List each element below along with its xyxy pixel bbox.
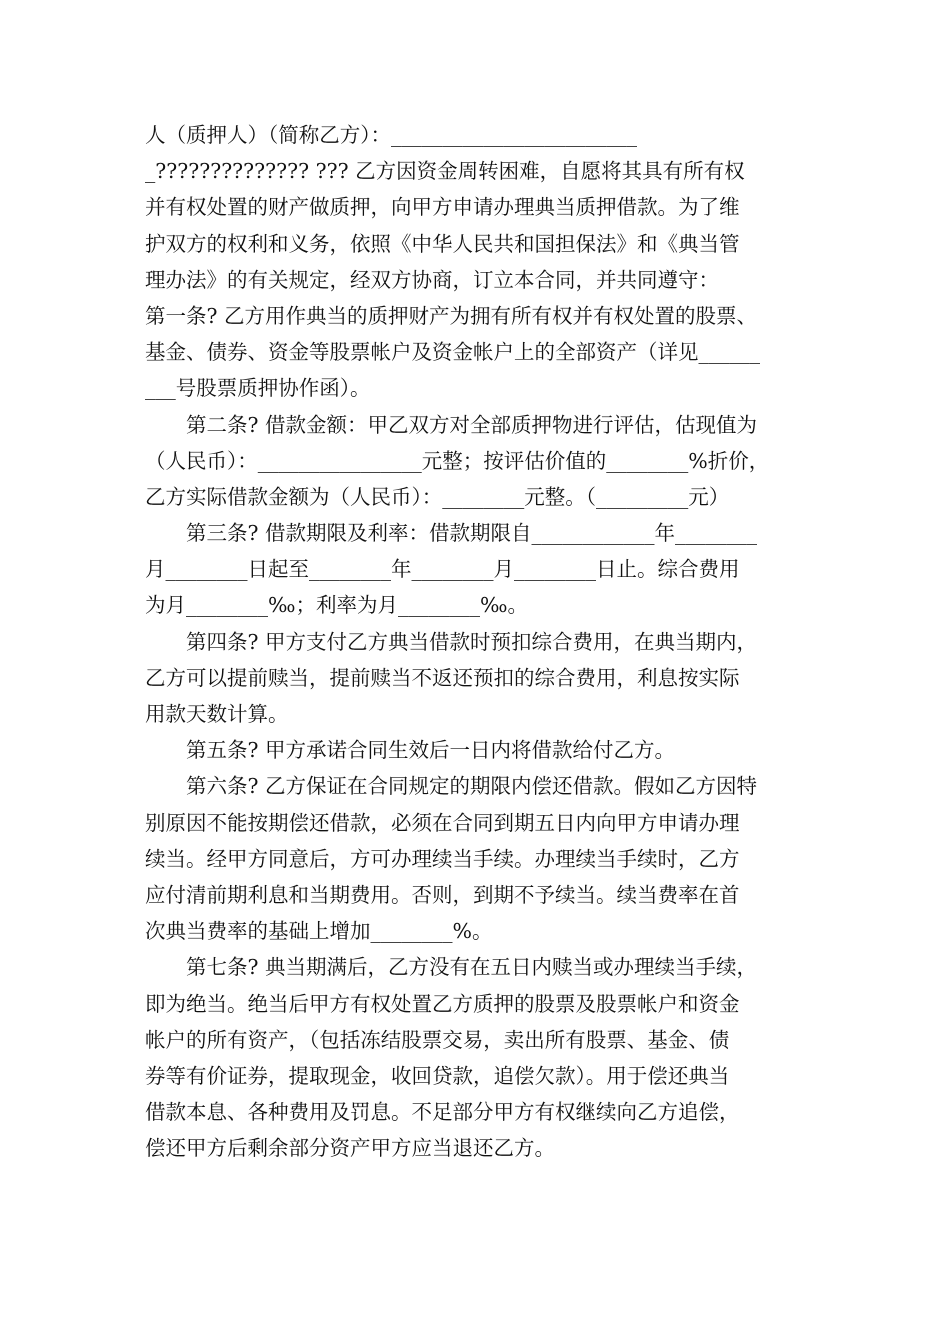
text-line: 偿还甲方后剩余部分资产甲方应当退还乙方。	[145, 1136, 555, 1161]
text-line: 帐户的所有资产，（包括冻结股票交易，卖出所有股票、基金、债	[145, 1027, 730, 1052]
text-line: 理办法》的有关规定，经双方协商，订立本合同，并共同遵守：	[145, 267, 719, 292]
text-line: （人民币）：________________元整；按评估价值的________%折价，	[145, 448, 770, 473]
text-line: 借款本息、各种费用及罚息。不足部分甲方有权继续向乙方追偿，	[145, 1100, 740, 1125]
text-line: 第四条? 甲方支付乙方典当借款时预扣综合费用，在典当期内，	[145, 629, 758, 654]
text-line: 第五条? 甲方承诺合同生效后一日内将借款给付乙方。	[145, 738, 676, 763]
text-line: 即为绝当。绝当后甲方有权处置乙方质押的股票及股票帐户和资金	[145, 991, 740, 1016]
text-line: 月________日起至________年________月________日止。综合费用	[145, 557, 740, 582]
text-line: 基金、债券、资金等股票帐户及资金帐户上的全部资产（详见______	[145, 340, 760, 365]
text-line: _?????????????? ??? 乙方因资金周转困难，自愿将其具有所有权	[145, 159, 745, 184]
text-line: 第一条? 乙方用作典当的质押财产为拥有所有权并有权处置的股票、	[145, 303, 758, 328]
text-line: 用款天数计算。	[145, 702, 289, 726]
text-line: 次典当费率的基础上增加________%。	[145, 919, 493, 944]
text-line: 应付清前期利息和当期费用。否则，到期不予续当。续当费率在首	[145, 882, 740, 907]
text-line: 乙方实际借款金额为（人民币）：________元整。（_________元）	[145, 484, 730, 509]
text-line: 护双方的权利和义务，依照《中华人民共和国担保法》和《典当管	[145, 231, 740, 256]
text-line: 续当。经甲方同意后，方可办理续当手续。办理续当手续时，乙方	[145, 846, 740, 871]
text-line: 为月________‰；利率为月________‰。	[145, 593, 529, 618]
text-line: ___号股票质押协作函）。	[145, 376, 371, 401]
contract-body	[145, 117, 825, 1166]
text-line: 第六条? 乙方保证在合同规定的期限内偿还借款。假如乙方因特	[145, 774, 758, 799]
text-line: 人（质押人）（简称乙方）：________________________	[145, 123, 637, 147]
text-line: 第三条? 借款期限及利率：借款期限自____________年________	[145, 521, 758, 546]
text-line: 第二条? 借款金额：甲乙双方对全部质押物进行评估，估现值为	[145, 412, 758, 437]
text-line: 第七条? 典当期满后，乙方没有在五日内赎当或办理续当手续，	[145, 955, 758, 980]
text-line: 乙方可以提前赎当，提前赎当不返还预扣的综合费用，利息按实际	[145, 665, 740, 690]
text-line: 别原因不能按期偿还借款，必须在合同到期五日内向甲方申请办理	[145, 810, 740, 835]
text-line: 并有权处置的财产做质押，向甲方申请办理典当质押借款。为了维	[145, 195, 740, 220]
text-line: 券等有价证券，提取现金，收回贷款，追偿欠款）。用于偿还典当	[145, 1063, 730, 1088]
